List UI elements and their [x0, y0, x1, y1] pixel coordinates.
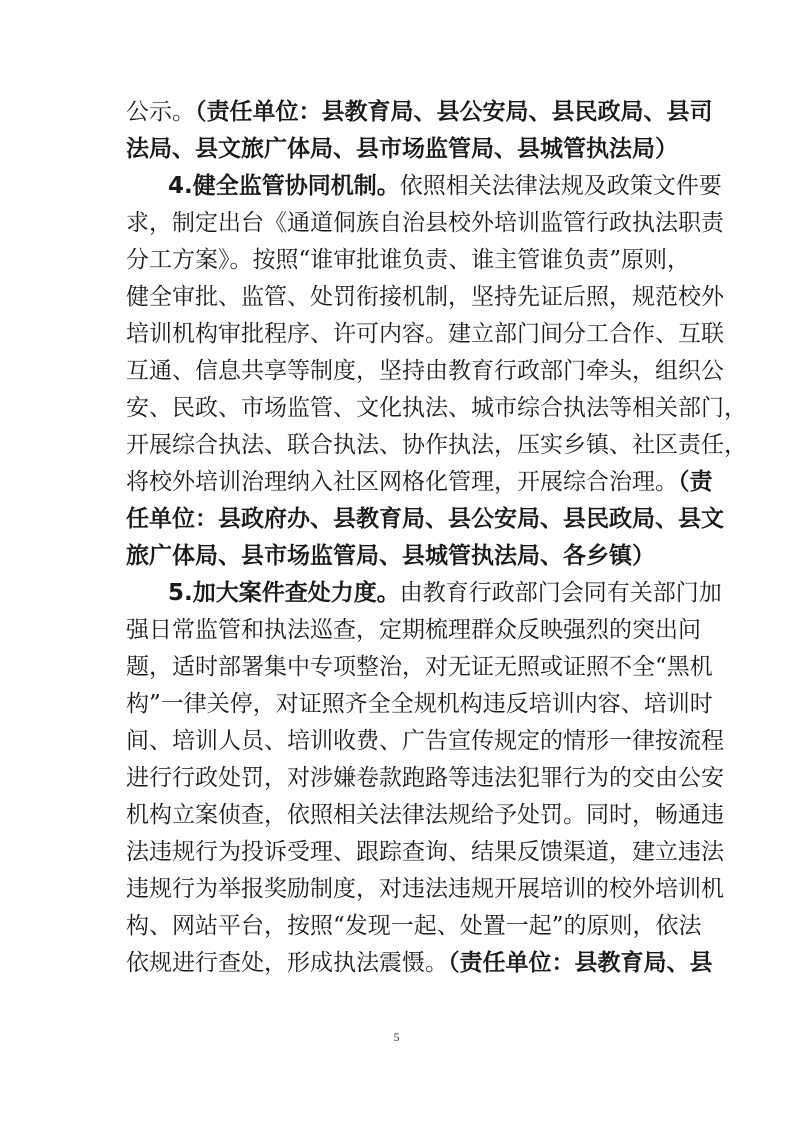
text-run: 安、民政、市场监管、文化执法、城市综合执法等相关部门， [126, 395, 747, 421]
text-run: 将校外培训治理纳入社区网格化管理，开展综合治理。 [126, 469, 678, 495]
section-heading: 4.健全监管协同机制。 [168, 173, 400, 199]
text-line [126, 941, 713, 985]
text-run: 由教育行政部门会同有关部门加 [399, 580, 722, 606]
responsibility-note: 旅广体局、县市场监管局、县城管执法局、各乡镇） [126, 543, 655, 569]
text-run: 法违规行为投诉受理、跟踪查询、结果反馈渠道，建立违法 [126, 839, 724, 865]
text-run: 违规行为举报奖励制度，对违法违规开展培训的校外培训机 [126, 876, 724, 902]
responsibility-note: （责 [678, 469, 713, 495]
responsibility-note: （责任单位：县教育局、县 [448, 950, 713, 976]
responsibility-note: 任单位：县政府办、县教育局、县公安局、县民政局、县文 [126, 506, 724, 532]
text-run: 公示。 [126, 99, 195, 125]
responsibility-note: 法局、县文旅广体局、县市场监管局、县城管执法局） [126, 136, 678, 162]
text-run: 开展综合执法、联合执法、协作执法，压实乡镇、社区责任， [126, 432, 747, 458]
text-run: 健全审批、监管、处罚衔接机制，坚持先证后照，规范校外 [126, 284, 724, 310]
text-run: 强日常监管和执法巡查，定期梳理群众反映强烈的突出问 [126, 617, 701, 643]
page-number: 5 [393, 1030, 400, 1044]
text-run: 间、培训人员、培训收费、广告宣传规定的情形一律按流程 [126, 728, 724, 754]
text-run: 构”一律关停，对证照齐全全规机构违反培训内容、培训时 [126, 691, 713, 717]
text-run: 分工方案》。按照“谁审批谁负责、谁主管谁负责”原则， [126, 247, 691, 273]
text-run: 进行行政处罚，对涉嫌卷款跑路等违法犯罪行为的交由公安 [126, 765, 724, 791]
text-run: 机构立案侦查，依照相关法律法规给予处罚。同时，畅通违 [126, 802, 724, 828]
responsibility-note: （责任单位：县教育局、县公安局、县民政局、县司 [195, 99, 713, 125]
text-run: 依照相关法律法规及政策文件要 [399, 173, 722, 199]
section-heading: 5.加大案件查处力度。 [168, 580, 400, 606]
text-run: 培训机构审批程序、许可内容。建立部门间分工合作、互联 [126, 321, 724, 347]
text-run: 互通、信息共享等制度，坚持由教育行政部门牵头，组织公 [126, 358, 724, 384]
text-run: 构、网站平台，按照“发现一起、处置一起”的原则，依法 [126, 913, 702, 939]
text-run: 求，制定出台《通道侗族自治县校外培训监管行政执法职责 [126, 210, 724, 236]
text-run: 依规进行查处，形成执法震慑。 [126, 950, 448, 976]
text-run: 题，适时部署集中专项整治，对无证无照或证照不全“黑机 [126, 654, 713, 680]
